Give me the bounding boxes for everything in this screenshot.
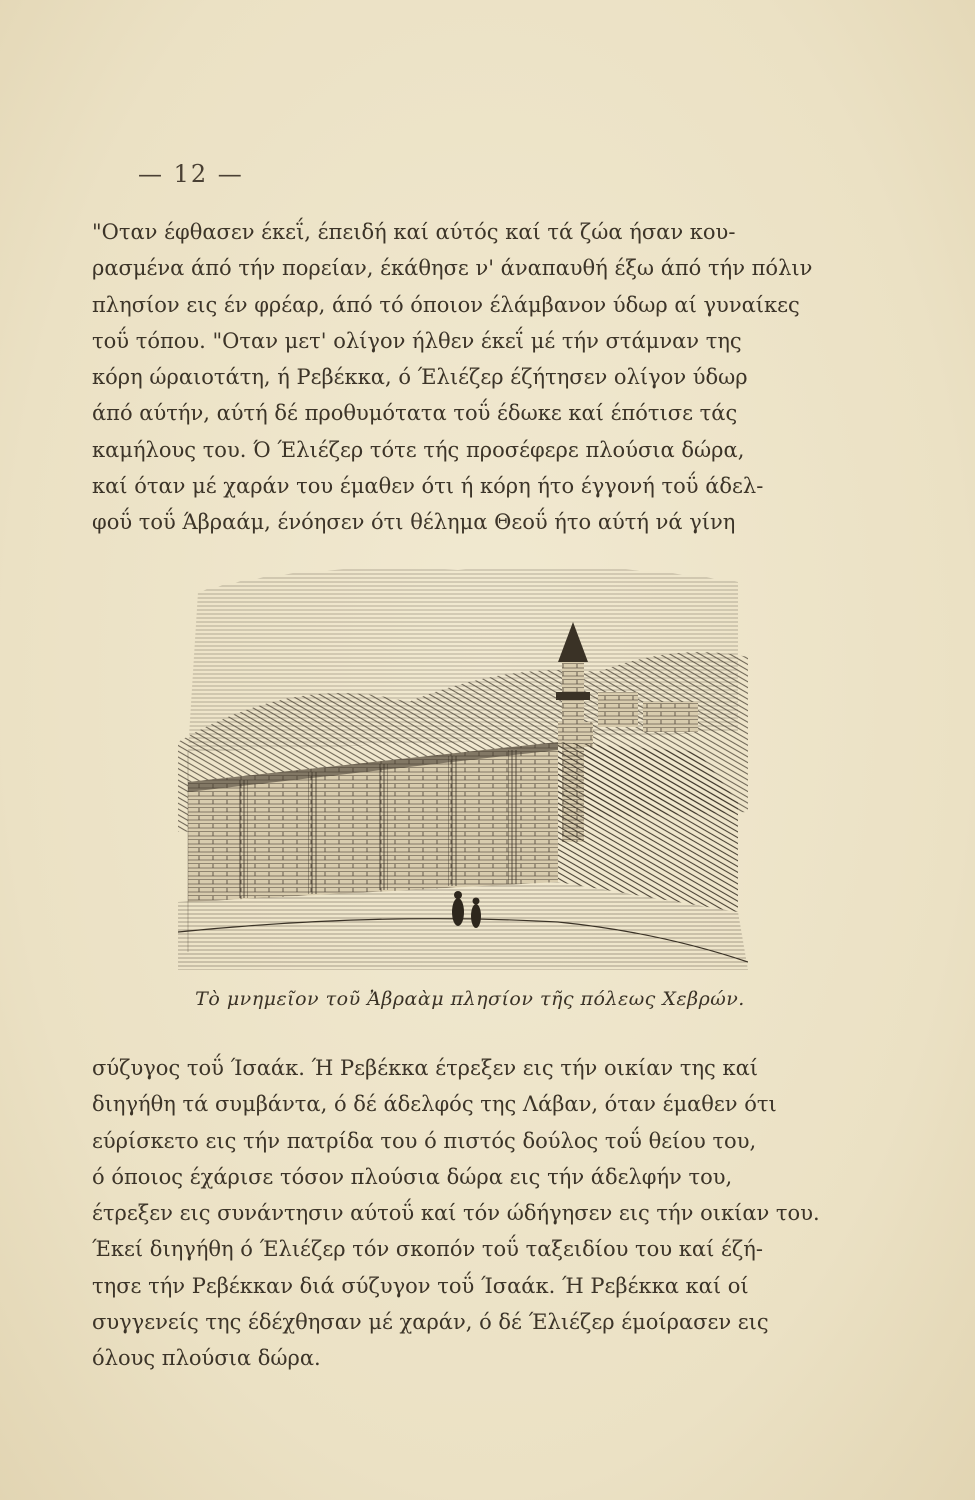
text-line: καί όταν μέ χαράν του έμαθεν ότι ή κόρη ήτο έγγονή τοΰ άδελ-: [92, 474, 764, 499]
text-line: πλησίον εις έν φρέαρ, άπό τό όποιον έλάμβανον ύδωρ αί γυναίκες: [92, 292, 800, 317]
paragraph-top: [92, 214, 822, 541]
text-line: "Οταν έφθασεν έκεΐ, έπειδή καί αύτός καί τά ζώα ήσαν κου-: [92, 220, 736, 244]
text-line: σύζυγος τοΰ Ίσαάκ. Ή Ρεβέκκα έτρεξεν εις τήν οικίαν της καί: [92, 1056, 759, 1080]
text-line: Έκεί διηγήθη ό Έλιέζερ τόν σκοπόν τοΰ ταξειδίου του καί έζή-: [92, 1237, 763, 1262]
paragraph-bottom: [92, 1050, 822, 1377]
illustration-caption: Τὸ μνημεῖον τοῦ Ἀβραὰμ πλησίον τῆς πόλεως Χεβρών.: [195, 988, 745, 1010]
page-number: — 12 —: [138, 160, 244, 188]
text-line: εύρίσκετο εις τήν πατρίδα του ό πιστός δούλος τοΰ θείου του,: [92, 1128, 757, 1153]
text-line: συγγενείς της έδέχθησαν μέ χαράν, ό δέ Έλιέζερ έμοίρασεν εις: [92, 1310, 769, 1335]
text-line: έτρεξεν εις συνάντησιν αύτοΰ καί τόν ώδήγησεν εις τήν οικίαν του.: [92, 1201, 820, 1226]
text-line: ρασμένα άπό τήν πορείαν, έκάθησε ν' άναπαυθή έξω άπό τήν πόλιν: [92, 256, 813, 281]
text-line: ό όποιος έχάρισε τόσον πλούσια δώρα εις τήν άδελφήν του,: [92, 1164, 733, 1189]
text-line: διηγήθη τά συμβάντα, ό δέ άδελφός της Λάβαν, όταν έμαθεν ότι: [92, 1092, 777, 1117]
engraving-illustration: [178, 552, 748, 970]
text-line: κόρη ώραιοτάτη, ή Ρεβέκκα, ό Έλιέζερ έζήτησεν ολίγον ύδωρ: [92, 365, 748, 390]
text-line: όλους πλούσια δώρα.: [92, 1346, 321, 1371]
text-line: φοΰ τοΰ Άβραάμ, ένόησεν ότι θέλημα Θεοΰ ήτο αύτή νά γίνη: [92, 510, 736, 535]
text-line: άπό αύτήν, αύτή δέ προθυμότατα τοΰ έδωκε καί έπότισε τάς: [92, 401, 738, 426]
text-line: τοΰ τόπου. "Οταν μετ' ολίγον ήλθεν έκεΐ μέ τήν στάμναν της: [92, 328, 742, 353]
text-line: καμήλους του. Ό Έλιέζερ τότε τής προσέφερε πλούσια δώρα,: [92, 437, 745, 462]
text-line: τησε τήν Ρεβέκκαν διά σύζυγον τοΰ Ίσαάκ. Ή Ρεβέκκα καί οί: [92, 1273, 749, 1298]
